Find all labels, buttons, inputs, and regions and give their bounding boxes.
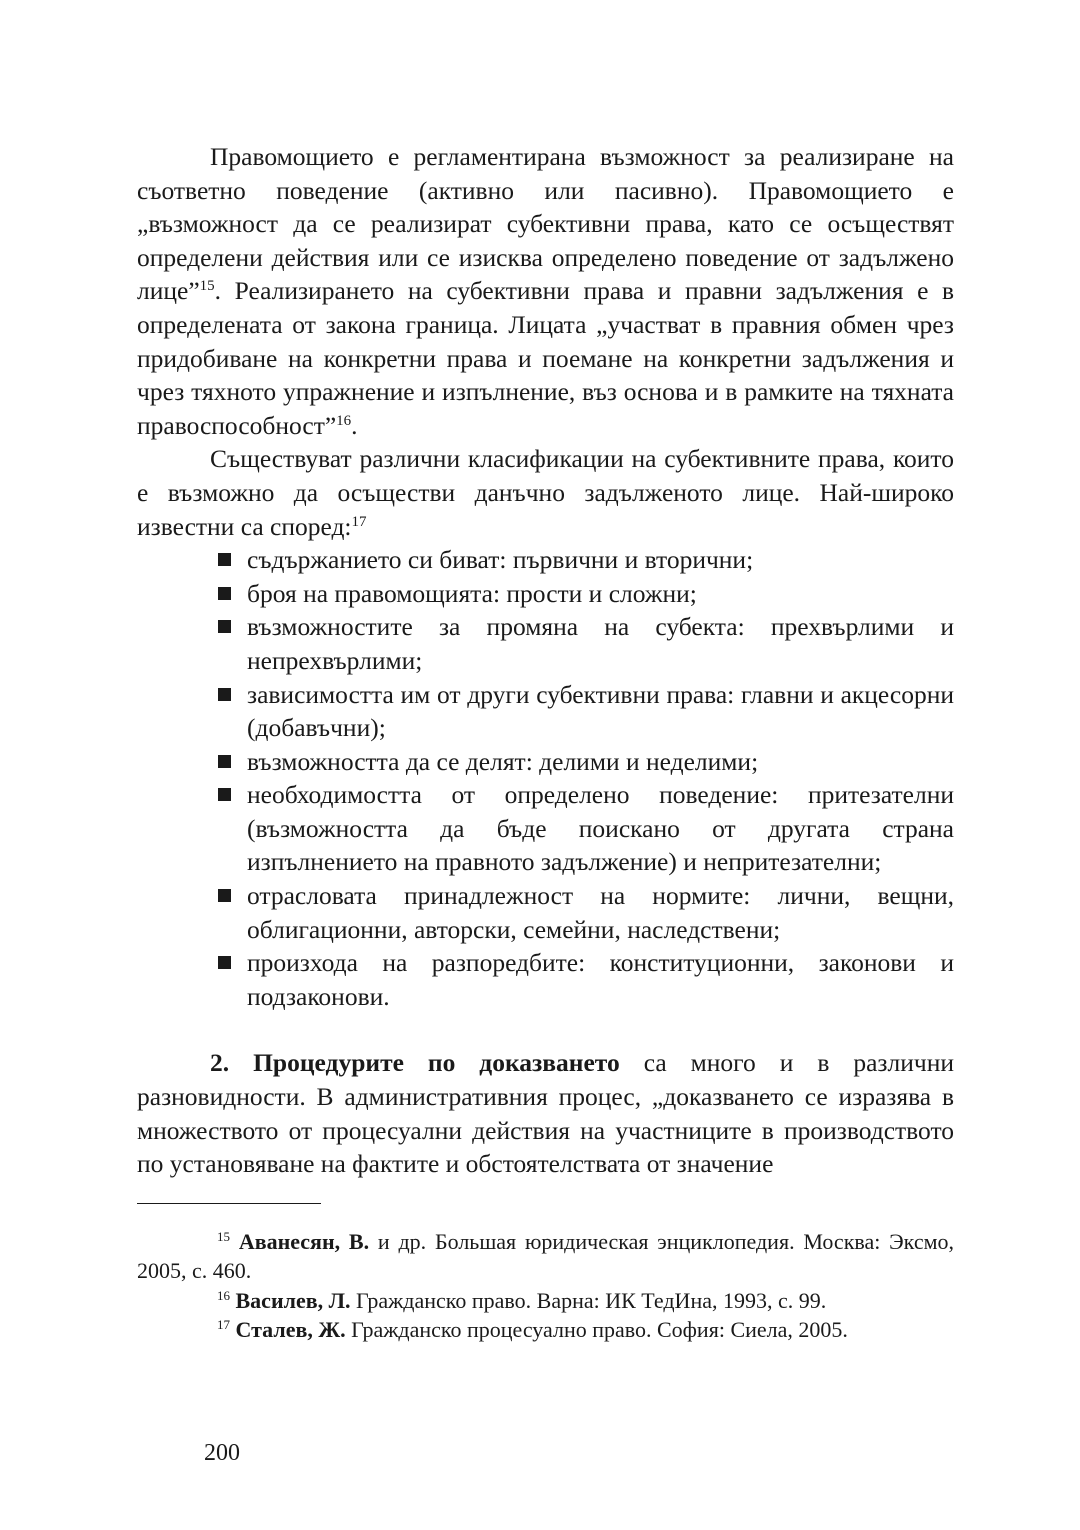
paragraph-2-text: Съществуват различни класификации на субективните права, които е възможно да осъществи данъчно задълженото лице. Най-широко известни са според: <box>137 444 954 541</box>
square-bullet-icon <box>218 587 231 600</box>
section-2-heading: 2. Процедурите по доказването <box>210 1048 620 1078</box>
footnote-17: $^{17}$ Сталев, Ж. Гражданско процесуално право. София: Сиела, 2005. <box>217 1317 848 1343</box>
footnote-15: $^{15}$ Аванесян, В. и др. Большая юридическая энциклопедия. Москва: Эксмо, 2005, с. 460. <box>137 1228 955 1284</box>
square-bullet-icon <box>218 688 231 701</box>
list-item: зависимостта им от други субективни права: главни и акцесорни (добавъчни); <box>216 678 954 745</box>
square-bullet-icon <box>218 755 231 768</box>
square-bullet-icon <box>218 553 231 566</box>
footnotes <box>137 1227 954 1345</box>
list-item: съдържанието си биват: първични и вторични; <box>216 543 954 577</box>
classification-list <box>137 543 954 1013</box>
section-2-text: са много и в различни разновидности. В административния процес, „доказването се изразява в множеството от процесуални действия на участниците в производството по установяване на фактите и обстоятелствата от значение <box>137 1048 954 1179</box>
list-item: отрасловата принадлежност на нормите: лични, вещни, облигационни, авторски, семейни, наследствени; <box>216 879 954 946</box>
list-item: възможностите за промяна на субекта: прехвърлими и непрехвърлими; <box>216 610 954 677</box>
footnote-separator <box>137 1203 321 1204</box>
footnote-ref-15[interactable]: 15 <box>199 278 215 295</box>
list-item: броя на правомощията: прости и сложни; <box>216 577 954 611</box>
page-number: 200 <box>204 1440 240 1466</box>
paragraph-2 <box>137 442 954 543</box>
square-bullet-icon <box>218 889 231 902</box>
square-bullet-icon <box>218 620 231 633</box>
paragraph-1-text-c: . <box>351 410 358 440</box>
page-body <box>137 140 954 1345</box>
list-item: произхода на разпоредбите: конституционни, законови и подзаконови. <box>216 946 954 1013</box>
section-2-paragraph <box>137 1046 954 1180</box>
footnote-ref-16[interactable]: 16 <box>336 412 352 429</box>
paragraph-1-text-b: . Реализирането на субективни права и правни задължения е в определената от закона граница. Лицата „участват в правния обмен чрез придобиване на конкретни права и поемане на конкретни задължения и чрез тяхното упражнение и изпълнение, въз основа и в рамките на тяхната правоспособност” <box>137 276 954 440</box>
list-item: възможността да се делят: делими и неделими; <box>216 745 954 779</box>
square-bullet-icon <box>218 956 231 969</box>
footnote-ref-17[interactable]: 17 <box>351 513 367 530</box>
paragraph-1 <box>137 140 954 442</box>
footnote-16: $^{16}$ Василев, Л. Гражданско право. Варна: ИК ТедИна, 1993, с. 99. <box>217 1287 827 1313</box>
paragraph-1-text-a: Правомощието е регламентирана възможност за реализиране на съответно поведение (активно или пасивно). Правомощието е „възможност да се реализират субективни права, като се осъществят определени действия или се изисква определено поведение от задължено лице” <box>137 142 954 306</box>
square-bullet-icon <box>218 788 231 801</box>
list-item: необходимостта от определено поведение: притезателни (възможността да бъде поискано от другата страна изпълнението на правното задължение) и непритезателни; <box>216 778 954 879</box>
